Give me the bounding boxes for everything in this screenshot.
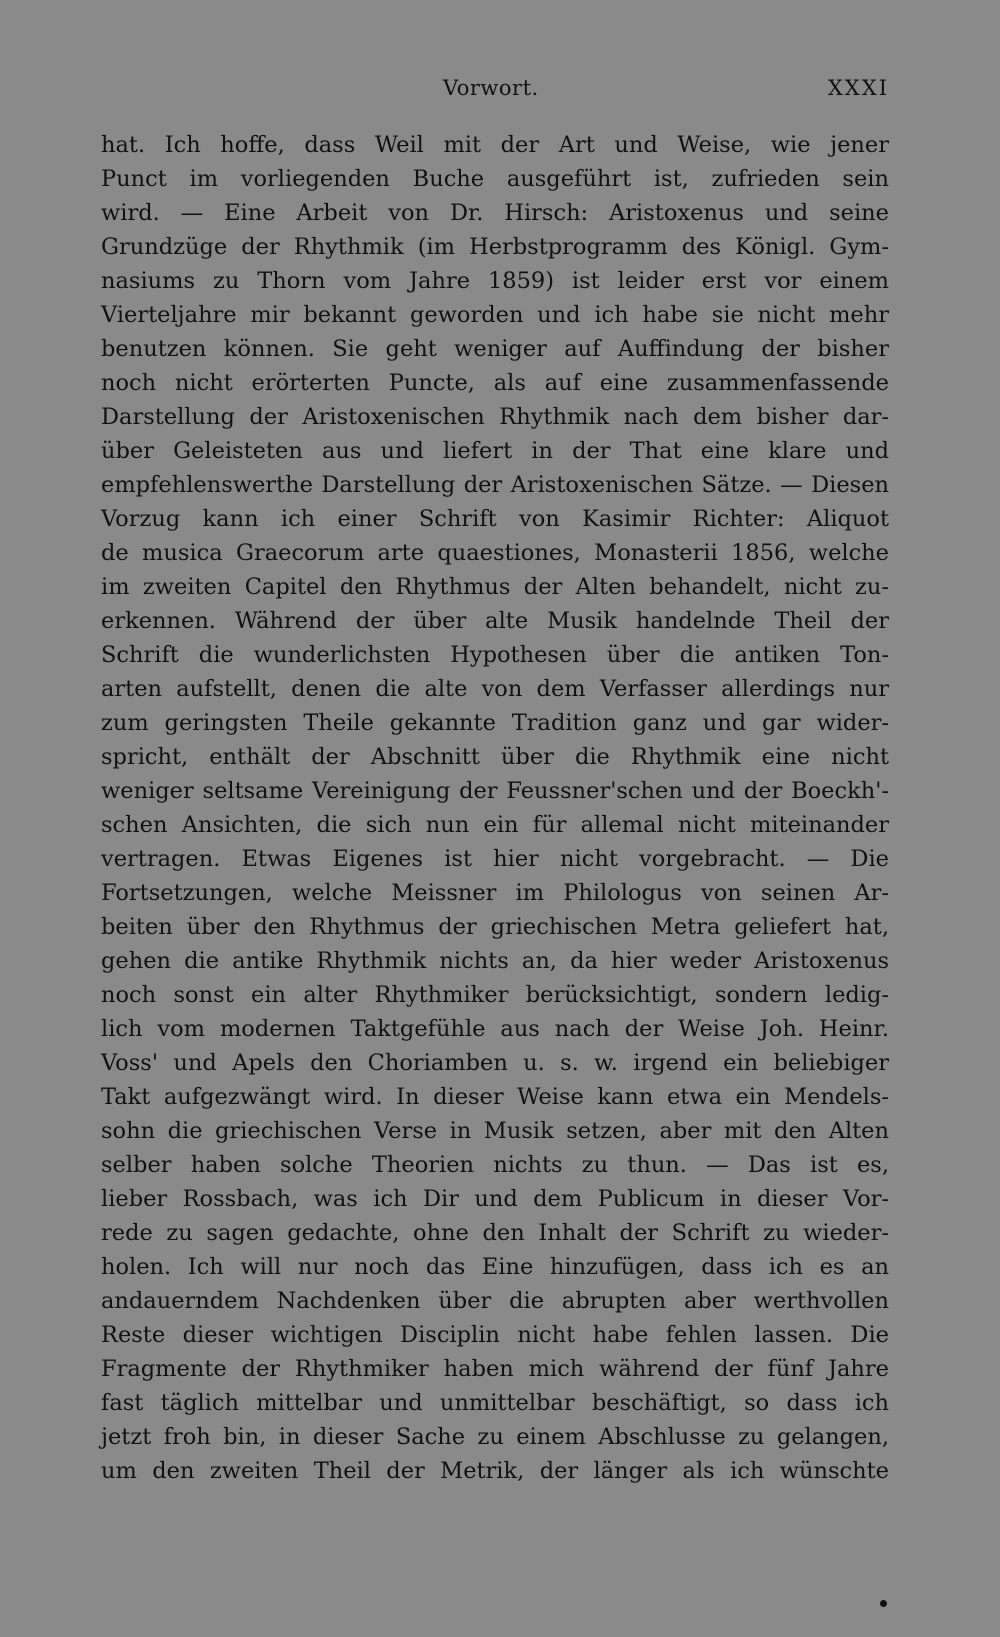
text-line: arten aufstellt, denen die alte von dem Verfasser allerdings nur xyxy=(101,676,889,702)
text-line: Schrift die wunderlichsten Hypothesen über die antiken Ton- xyxy=(101,642,889,668)
text-line: Fragmente der Rhythmiker haben mich während der fünf Jahre xyxy=(101,1356,889,1382)
text-line: Grundzüge der Rhythmik (im Herbstprogramm des Königl. Gym- xyxy=(101,234,889,260)
text-line: noch sonst ein alter Rhythmiker berücksichtigt, sondern ledig- xyxy=(101,982,889,1008)
text-line: benutzen können. Sie geht weniger auf Auffindung der bisher xyxy=(101,336,889,362)
text-line: holen. Ich will nur noch das Eine hinzufügen, dass ich es an xyxy=(101,1254,889,1280)
text-line: zum geringsten Theile gekannte Tradition ganz und gar wider- xyxy=(101,710,889,736)
ink-dot-mark xyxy=(880,1600,887,1607)
text-line: Vorzug kann ich einer Schrift von Kasimir Richter: Aliquot xyxy=(101,506,889,532)
text-line: im zweiten Capitel den Rhythmus der Alten behandelt, nicht zu- xyxy=(101,574,889,600)
text-line: Punct im vorliegenden Buche ausgeführt ist, zufrieden sein xyxy=(101,166,889,192)
text-line: noch nicht erörterten Puncte, als auf eine zusammenfassende xyxy=(101,370,889,396)
text-line: Darstellung der Aristoxenischen Rhythmik nach dem bisher dar- xyxy=(101,404,889,430)
text-line: beiten über den Rhythmus der griechischen Metra geliefert hat, xyxy=(101,914,889,940)
text-line: Takt aufgezwängt wird. In dieser Weise kann etwa ein Mendels- xyxy=(101,1084,889,1110)
body-text xyxy=(101,128,889,1488)
text-line: lich vom modernen Taktgefühle aus nach der Weise Joh. Heinr. xyxy=(101,1016,889,1042)
text-line: hat. Ich hoffe, dass Weil mit der Art und Weise, wie jener xyxy=(101,132,889,158)
text-line: de musica Graecorum arte quaestiones, Monasterii 1856, welche xyxy=(101,540,889,566)
text-line: gehen die antike Rhythmik nichts an, da hier weder Aristoxenus xyxy=(101,948,889,974)
text-line: jetzt froh bin, in dieser Sache zu einem Abschlusse zu gelangen, xyxy=(101,1424,889,1450)
text-line: Fortsetzungen, welche Meissner im Philologus von seinen Ar- xyxy=(101,880,889,906)
page-header xyxy=(101,76,889,108)
text-line: Reste dieser wichtigen Disciplin nicht habe fehlen lassen. Die xyxy=(101,1322,889,1348)
text-line: rede zu sagen gedachte, ohne den Inhalt der Schrift zu wieder- xyxy=(101,1220,889,1246)
text-line: vertragen. Etwas Eigenes ist hier nicht vorgebracht. — Die xyxy=(101,846,889,872)
text-line: sohn die griechischen Verse in Musik setzen, aber mit den Alten xyxy=(101,1118,889,1144)
text-line: Voss' und Apels den Choriamben u. s. w. irgend ein beliebiger xyxy=(101,1050,889,1076)
running-title: Vorwort. xyxy=(443,76,539,100)
text-line: weniger seltsame Vereinigung der Feussner'schen und der Boeckh'- xyxy=(101,778,889,804)
text-line: Vierteljahre mir bekannt geworden und ich habe sie nicht mehr xyxy=(101,302,889,328)
text-line: nasiums zu Thorn vom Jahre 1859) ist leider erst vor einem xyxy=(101,268,889,294)
text-line: lieber Rossbach, was ich Dir und dem Publicum in dieser Vor- xyxy=(101,1186,889,1212)
text-line: um den zweiten Theil der Metrik, der länger als ich wünschte xyxy=(101,1458,889,1484)
text-line: empfehlenswerthe Darstellung der Aristoxenischen Sätze. — Diesen xyxy=(101,472,889,498)
text-line: erkennen. Während der über alte Musik handelnde Theil der xyxy=(101,608,889,634)
text-line: selber haben solche Theorien nichts zu thun. — Das ist es, xyxy=(101,1152,889,1178)
text-line: spricht, enthält der Abschnitt über die Rhythmik eine nicht xyxy=(101,744,889,770)
text-line: schen Ansichten, die sich nun ein für allemal nicht miteinander xyxy=(101,812,889,838)
text-line: über Geleisteten aus und liefert in der That eine klare und xyxy=(101,438,889,464)
text-line: andauerndem Nachdenken über die abrupten aber werthvollen xyxy=(101,1288,889,1314)
text-line: wird. — Eine Arbeit von Dr. Hirsch: Aristoxenus und seine xyxy=(101,200,889,226)
page-number: XXXI xyxy=(827,76,889,100)
text-line: fast täglich mittelbar und unmittelbar beschäftigt, so dass ich xyxy=(101,1390,889,1416)
